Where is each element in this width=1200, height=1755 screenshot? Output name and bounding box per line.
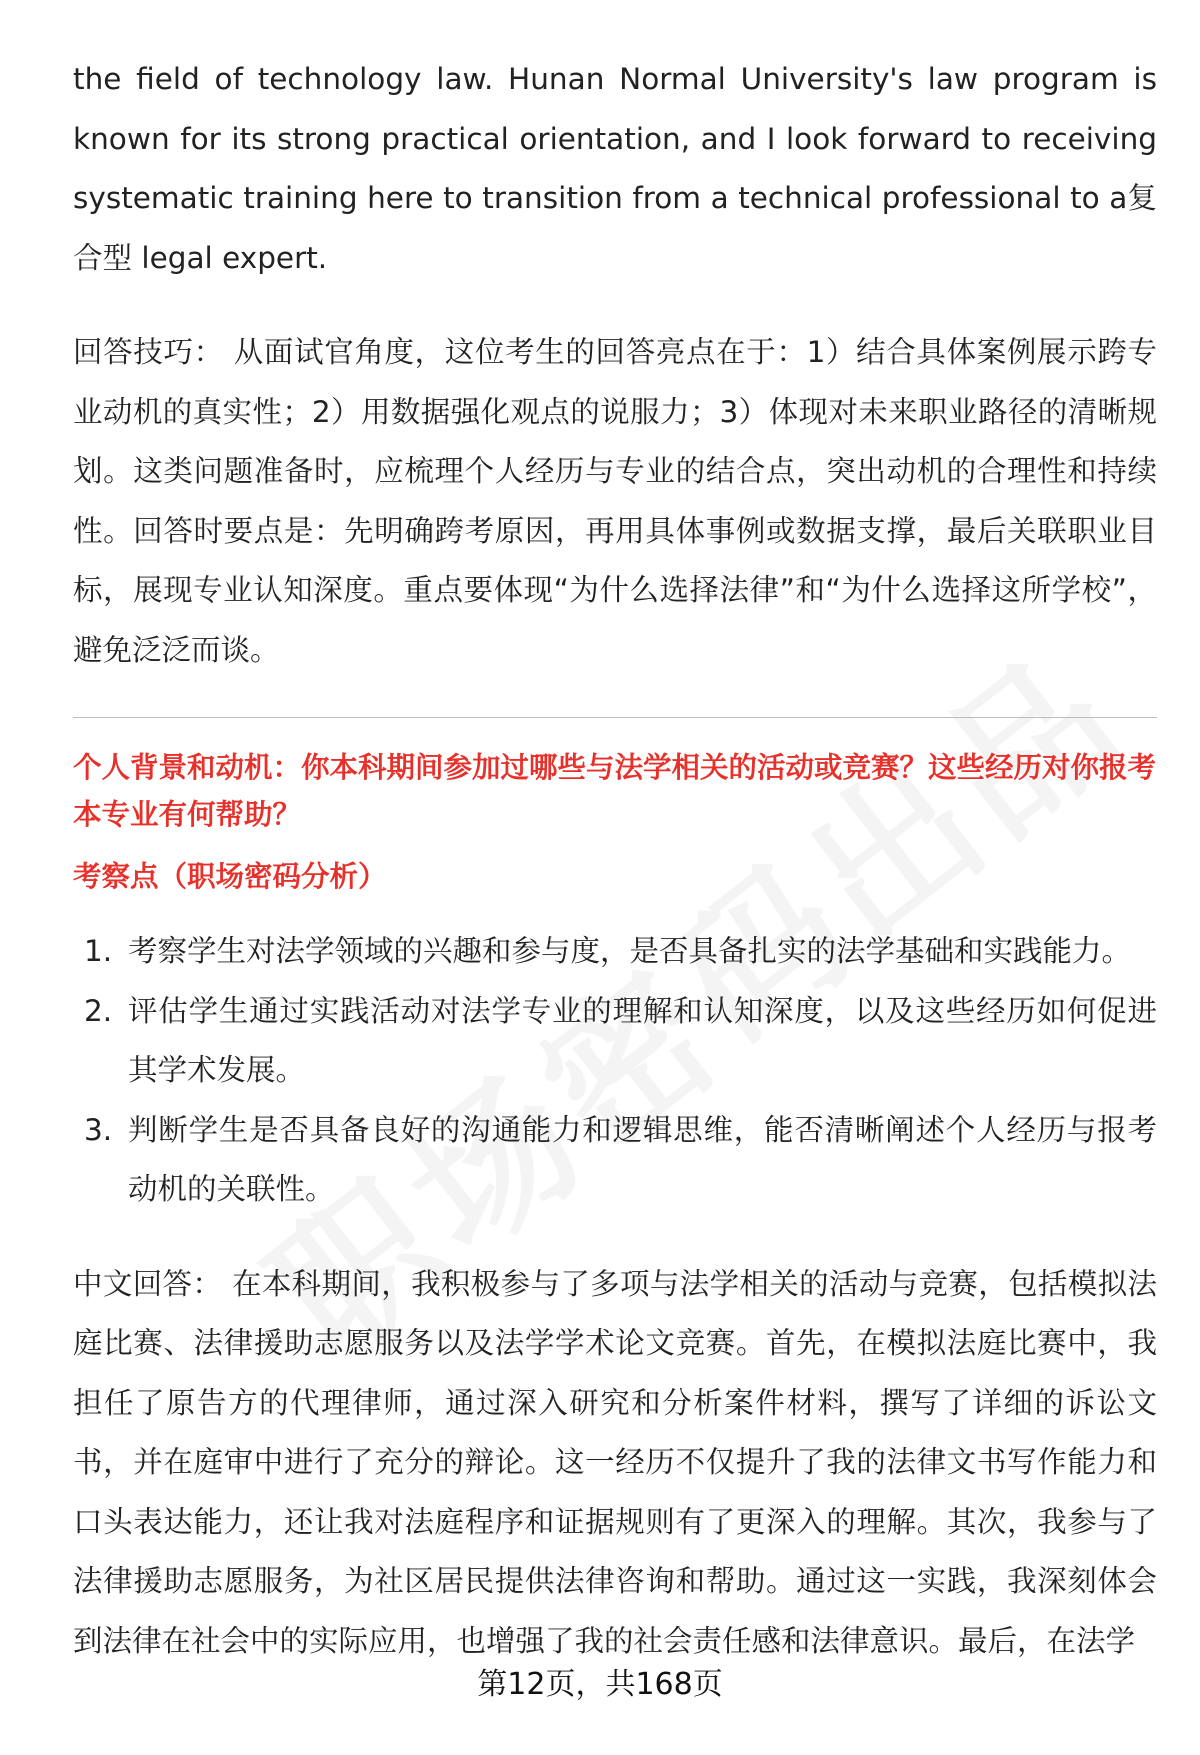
- list-item: [73, 982, 1157, 1101]
- spacer: [73, 900, 1157, 922]
- intro-paragraph: the field of technology law. Hunan Normal University's law program is known for its strong practical orientation, and I look forward to receiving systematic training here to transition from a technical professional to a复合型 legal expert.: [73, 62, 1157, 275]
- tips-paragraph: [73, 323, 1157, 680]
- examine-list: [73, 922, 1157, 1220]
- answer-label: 中文回答：: [73, 1266, 223, 1301]
- list-item-number: 1.: [84, 934, 113, 968]
- list-item: [73, 1101, 1157, 1220]
- spacer: [73, 718, 1157, 744]
- document-page: [73, 50, 1157, 1671]
- spacer: [73, 1220, 1157, 1255]
- list-item-text: 评估学生通过实践活动对法学专业的理解和认知深度，以及这些经历如何促进其学术发展。: [128, 993, 1157, 1087]
- question-heading: 个人背景和动机：你本科期间参加过哪些与法学相关的活动或竞赛？这些经历对你报考本专业有何帮助？: [73, 751, 1157, 831]
- spacer: [73, 680, 1157, 717]
- list-item-text: 判断学生是否具备良好的沟通能力和逻辑思维，能否清晰阐述个人经历与报考动机的关联性。: [128, 1112, 1157, 1206]
- answer-paragraph: [73, 1255, 1157, 1672]
- spacer: [73, 288, 1157, 323]
- list-item: [73, 922, 1157, 982]
- answer-text: 在本科期间，我积极参与了多项与法学相关的活动与竞赛，包括模拟法庭比赛、法律援助志愿服务以及法学学术论文竞赛。首先，在模拟法庭比赛中，我担任了原告方的代理律师，通过深入研究和分析案件材料，撰写了详细的诉讼文书，并在庭审中进行了充分的辩论。这一经历不仅提升了我的法律文书写作能力和口头表达能力，还让我对法庭程序和证据规则有了更深入的理解。其次，我参与了法律援助志愿服务，为社区居民提供法律咨询和帮助。通过这一实践，我深刻体会到法律在社会中的实际应用，也增强了我的社会责任感和法律意识。最后，在法学: [73, 1266, 1157, 1658]
- list-item-number: 3.: [84, 1112, 113, 1147]
- list-item-number: 2.: [84, 993, 113, 1028]
- page-number-footer: 第12页，共168页: [477, 1667, 723, 1702]
- tips-text: 从面试官角度，这位考生的回答亮点在于：1）结合具体案例展示跨专业动机的真实性；2）用数据强化观点的说服力；3）体现对未来职业路径的清晰规划。这类问题准备时，应梳理个人经历与专业的结合点，突出动机的合理性和持续性。回答时要点是：先明确跨考原因，再用具体事例或数据支撑，最后关联职业目标，展现专业认知深度。重点要体现“为什么选择法律”和“为什么选择这所学校”，避免泛泛而谈。: [73, 335, 1157, 667]
- list-item-text: 考察学生对法学领域的兴趣和参与度，是否具备扎实的法学基础和实践能力。: [128, 934, 1132, 968]
- tips-label: 回答技巧：: [73, 335, 224, 369]
- examine-heading: 考察点（职场密码分析）: [73, 860, 387, 893]
- spacer: [73, 838, 1157, 853]
